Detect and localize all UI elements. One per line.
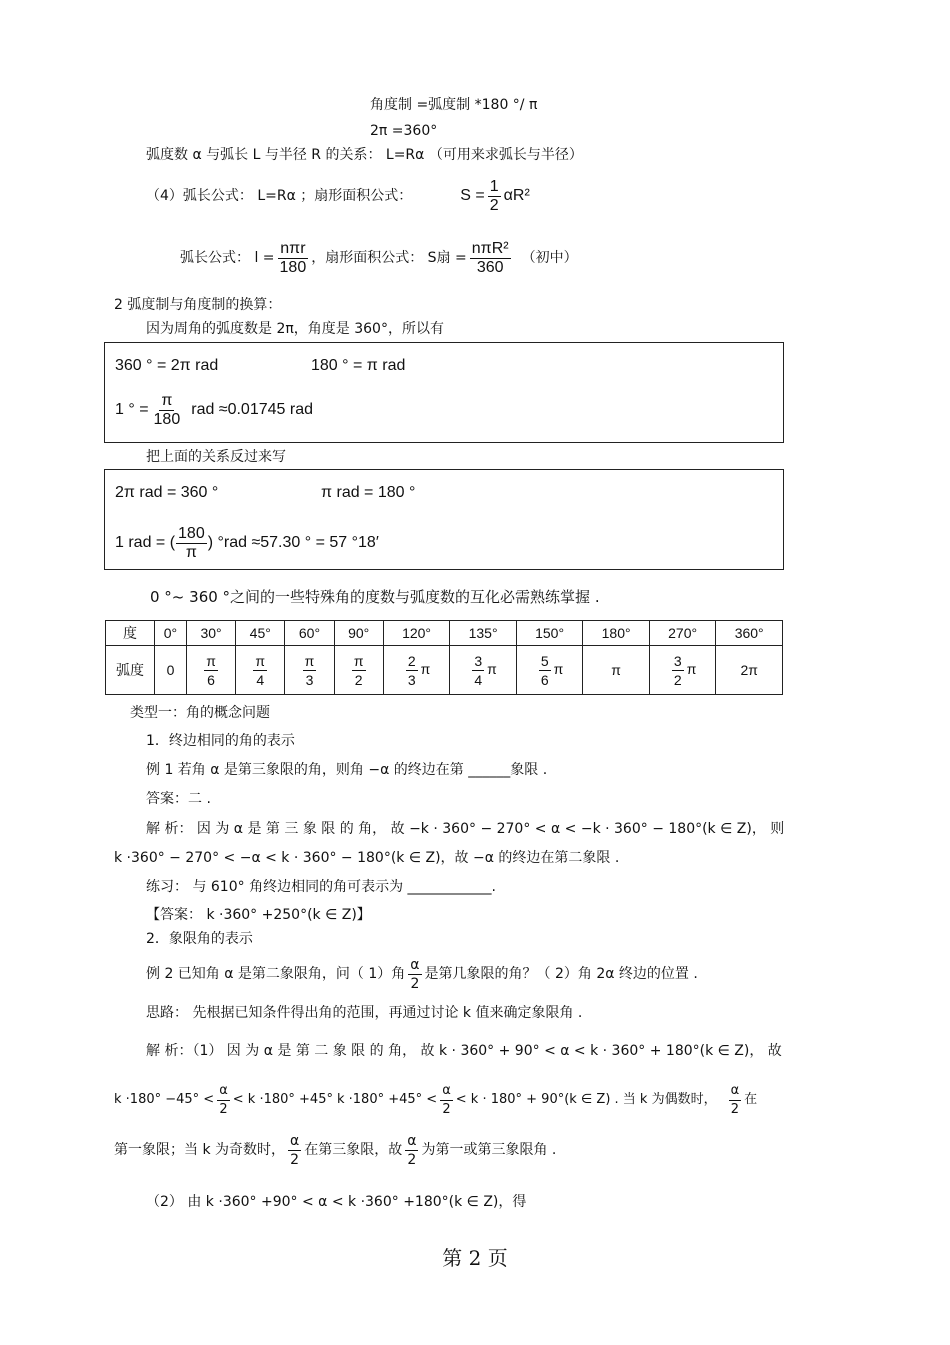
example-2-post: 是第几象限的角？（ 2）角 2α 终边的位置 . (424, 966, 698, 982)
fraction-denominator: 2 (410, 975, 420, 992)
box1-line1-b: 180 ° = π rad (311, 357, 406, 374)
alpha-half-fraction (288, 1132, 301, 1169)
fraction-denominator: 3 (305, 671, 314, 688)
pi-suffix: π (487, 660, 497, 677)
practice: 练习： 与 610° 角终边相同的角可表示为 ____________. (146, 879, 496, 895)
fraction-denominator: 360 (476, 258, 504, 276)
box2-line2-post: ) °rad ≈57.30 ° = 57 °18′ (207, 534, 379, 551)
section2-heading: 2 弧度制与角度制的换算： (114, 297, 282, 313)
fraction-numerator: π (206, 652, 216, 669)
radian-cell (186, 646, 235, 695)
fraction-numerator: π (161, 391, 173, 409)
page-footer: 第 2 页 (442, 1246, 508, 1270)
example-2-fraction (408, 956, 421, 993)
fraction-numerator: 5 (540, 652, 549, 669)
degree-row (106, 621, 783, 646)
fraction-denominator: 6 (540, 671, 549, 688)
alpha-half-fraction (217, 1082, 230, 1119)
degree-cell: 180° (583, 621, 650, 646)
degree-cell: 60° (285, 621, 334, 646)
junior-tail: （初中） (521, 250, 578, 266)
formula-two-pi: 2π =360° (370, 123, 438, 139)
degree-cell: 0° (155, 621, 187, 646)
item4-tail: αR² (503, 187, 530, 204)
type1-sub1: 1．终边相同的角的表示 (146, 733, 295, 749)
pi-suffix: π (686, 660, 697, 677)
formula-arc-relation: 弧度数 α 与弧长 L 与半径 R 的关系： L=Rα （可用来求弧长与半径） (146, 147, 583, 163)
fraction-numerator: π (353, 652, 364, 669)
item4-s: S = (460, 187, 485, 204)
alpha-half-fraction (405, 1132, 418, 1169)
fraction-numerator: α (440, 1082, 453, 1101)
box2-line2-pre: 1 rad = ( (115, 534, 176, 551)
radian-cell (285, 646, 334, 695)
junior-l-fraction (278, 240, 309, 277)
box1-line2-pre: 1 ° = (115, 401, 149, 418)
fraction-denominator: 3 (407, 671, 416, 688)
sol2-line2-a: k ·180° −45° < (114, 1092, 215, 1107)
radian-cell (334, 646, 383, 695)
fraction-numerator: nπr (280, 239, 306, 257)
fraction-numerator: π (304, 652, 315, 669)
solution-1-line2: k ·360° − 270° < −α < k · 360° − 180°(k ∈ Z)，故 −α 的终边在第二象限 . (114, 850, 620, 866)
degree-cell: 90° (334, 621, 383, 646)
degree-header: 度 (106, 621, 155, 646)
alpha-half-fraction (729, 1082, 742, 1119)
fraction-denominator: 2 (673, 671, 682, 688)
radian-cell (649, 646, 716, 695)
alpha-half-fraction (440, 1082, 453, 1119)
fraction-numerator: 3 (673, 652, 682, 669)
fraction-numerator: 2 (407, 652, 416, 669)
fraction-numerator: α (729, 1082, 742, 1101)
sol2-line2-d: < k · 180° + 90°(k ∈ Z) . 当 k 为偶数时， (455, 1092, 717, 1107)
box1-line1-a: 360 ° = 2π rad (115, 357, 219, 374)
box1-line2-post: rad ≈0.01745 rad (191, 401, 313, 418)
special-angles-note: 0 °~ 360 °之间的一些特殊角的度数与弧度数的互化必需熟练掌握 . (150, 588, 600, 606)
fraction-numerator: α (217, 1082, 230, 1101)
conversion-box-2 (104, 469, 784, 570)
practice-answer: 【答案： k ·360° +250°(k ∈ Z)】 (146, 907, 371, 923)
radian-cell (583, 646, 650, 695)
fraction-numerator: 3 (474, 652, 483, 669)
fraction-numerator: α (290, 1132, 300, 1149)
pi-suffix: π (420, 660, 431, 677)
conversion-box-1 (104, 342, 784, 443)
answer-1: 答案：二 . (146, 791, 211, 807)
junior-mid: ，扇形面积公式： S扇 = (311, 250, 467, 266)
item4-prefix: （4）弧长公式： L=Rα ；扇形面积公式： (146, 188, 413, 204)
junior-s-fraction (470, 240, 511, 277)
radian-cell (236, 646, 285, 695)
fraction-denominator: 2 (489, 196, 499, 214)
degree-cell: 45° (236, 621, 285, 646)
radian-fraction (253, 652, 267, 689)
radian-fraction (303, 652, 317, 689)
box2-line1-a: 2π rad = 360 ° (115, 484, 219, 501)
degree-cell: 270° (649, 621, 716, 646)
box2-line1-b: π rad = 180 ° (321, 484, 416, 501)
radian-fraction (539, 652, 551, 689)
sol2-line2-b: < k ·180° +45° (232, 1092, 333, 1107)
radian-value: 0 (166, 662, 175, 678)
fraction-numerator: 1 (489, 177, 499, 195)
solution-2-part2: （2） 由 k ·360° +90° < α < k ·360° +180°(k ∈ Z)，得 (146, 1194, 527, 1210)
formula-junior (180, 236, 578, 280)
degree-cell: 120° (383, 621, 450, 646)
sol2-line3-a: 第一象限；当 k 为奇数时， (114, 1142, 286, 1158)
fraction-denominator: 2 (730, 1101, 740, 1117)
radian-cell (155, 646, 187, 695)
item4-fraction (488, 178, 501, 215)
sol2-line3-b: 在第三象限，故 (304, 1142, 403, 1158)
radian-cell (450, 646, 517, 695)
fraction-denominator: 2 (442, 1101, 451, 1117)
type1-heading: 类型一：角的概念问题 (130, 705, 270, 721)
reverse-note: 把上面的关系反过来写 (146, 449, 286, 465)
idea: 思路： 先根据已知条件得出角的范围，再通过讨论 k 值来确定象限角 . (146, 1005, 583, 1021)
radian-row (106, 646, 783, 695)
solution-1-line1: 解 析： 因 为 α 是 第 三 象 限 的 角， 故 −k · 360° − 270° < α < −k · 360° − 180°(k ∈ Z)， 则 (146, 821, 785, 837)
fraction-denominator: 2 (354, 671, 363, 688)
radian-fraction (204, 652, 218, 689)
box2-line2 (115, 522, 379, 564)
fraction-numerator: α (407, 1132, 417, 1149)
box1-line2 (115, 389, 313, 431)
radian-value: π (611, 662, 621, 678)
example-2 (146, 953, 698, 995)
example-2-pre: 例 2 已知角 α 是第二象限角，问（ 1）角 (146, 966, 406, 982)
radian-cell (383, 646, 450, 695)
degree-cell: 150° (516, 621, 583, 646)
degree-cell: 30° (186, 621, 235, 646)
fraction-numerator: 180 (178, 524, 205, 542)
fraction-numerator: nπR² (471, 239, 509, 257)
radian-cell (716, 646, 783, 695)
fraction-denominator: 2 (290, 1151, 300, 1168)
solution-2-line3 (114, 1128, 556, 1172)
fraction-denominator: 4 (474, 671, 483, 688)
fraction-numerator: α (410, 956, 420, 973)
fraction-denominator: π (185, 543, 197, 561)
radian-fraction (472, 652, 484, 689)
box1-fraction (152, 392, 183, 429)
radian-value: 2π (740, 662, 758, 678)
formula-item4 (146, 176, 530, 216)
radian-fraction (406, 652, 418, 689)
junior-prefix: 弧长公式： l = (180, 250, 275, 266)
fraction-denominator: 180 (279, 258, 307, 276)
formula-deg-from-rad: 角度制 =弧度制 *180 °/ π (370, 97, 538, 113)
pi-suffix: π (553, 660, 564, 677)
radian-fraction (352, 652, 366, 689)
solution-2-line2 (114, 1078, 757, 1122)
degree-cell: 360° (716, 621, 783, 646)
radian-fraction (672, 652, 684, 689)
fraction-denominator: 4 (256, 671, 265, 688)
fraction-numerator: π (255, 652, 266, 669)
sol2-line2-e: 在 (744, 1092, 758, 1107)
section2-intro: 因为周角的弧度数是 2π，角度是 360°，所以有 (146, 321, 444, 337)
sol2-line2-c: k ·180° +45° < (336, 1092, 438, 1107)
fraction-denominator: 2 (219, 1101, 228, 1117)
degree-cell: 135° (450, 621, 517, 646)
radian-header: 弧度 (106, 646, 155, 695)
type1-sub2: 2．象限角的表示 (146, 931, 253, 947)
fraction-denominator: 6 (207, 671, 215, 688)
radian-cell (516, 646, 583, 695)
box2-fraction (176, 525, 207, 562)
fraction-denominator: 180 (153, 410, 181, 428)
sol2-line3-c: 为第一或第三象限角 . (421, 1142, 557, 1158)
fraction-denominator: 2 (407, 1151, 417, 1168)
special-angles-table (105, 620, 783, 695)
example-1: 例 1 若角 α 是第三象限的角，则角 −α 的终边在第 ______象限 . (146, 762, 548, 778)
solution-2-line1: 解 析：（1） 因 为 α 是 第 二 象 限 的 角， 故 k · 360° + 90° < α < k · 360° + 180°(k ∈ Z)， 故 (146, 1043, 782, 1059)
